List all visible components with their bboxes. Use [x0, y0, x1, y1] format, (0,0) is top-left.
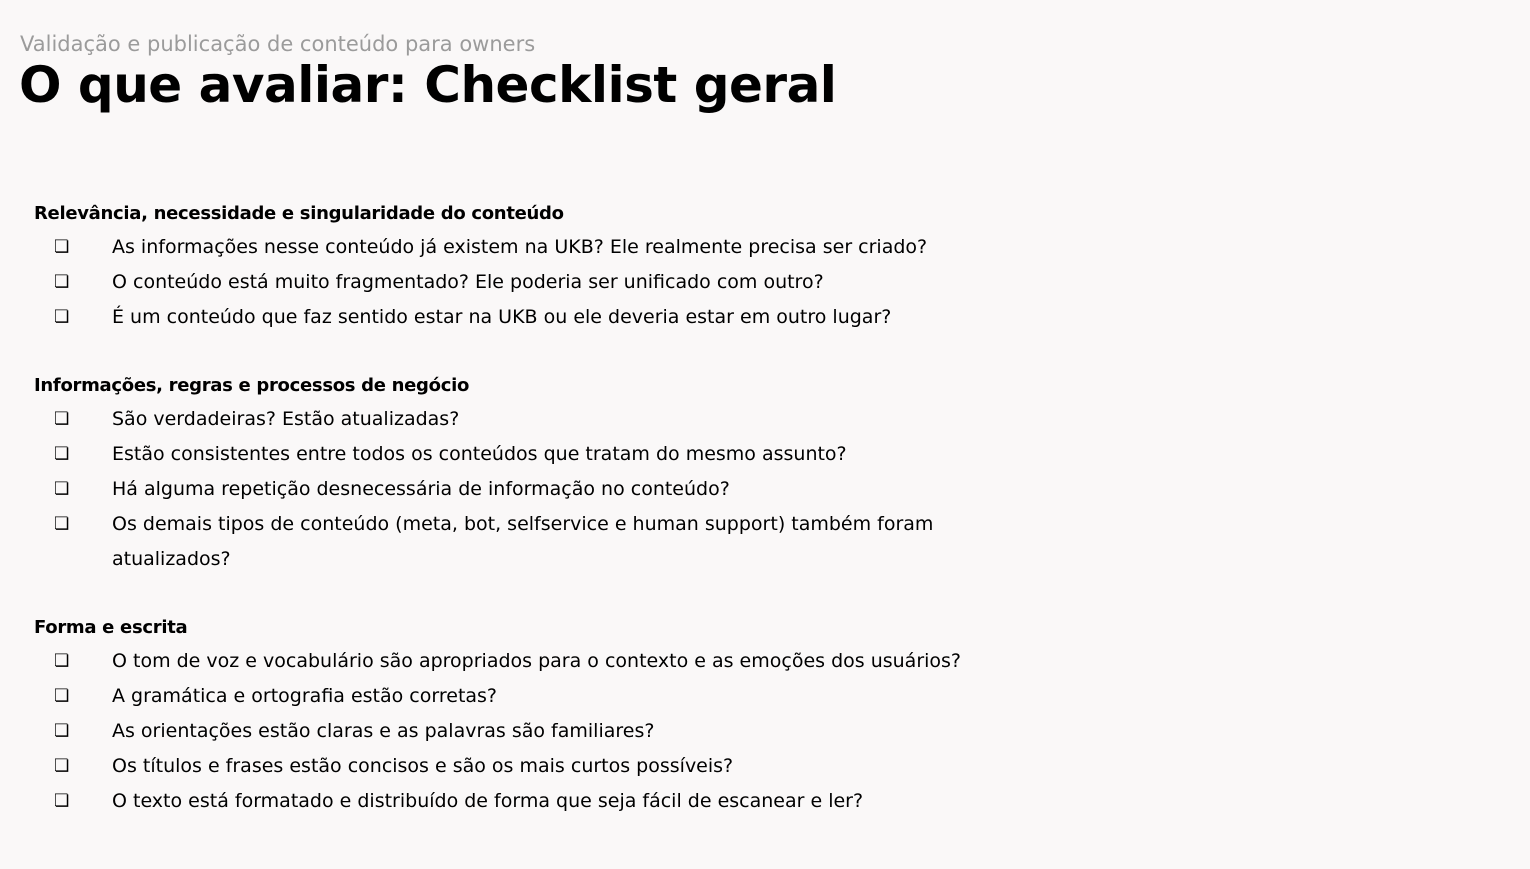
checkbox-icon: ❏ — [54, 479, 70, 499]
checklist-section-business-rules — [34, 370, 1034, 577]
checklist-item — [34, 437, 1034, 472]
section-heading: Relevância, necessidade e singularidade do conteúdo — [34, 203, 564, 224]
checklist-item — [34, 230, 1034, 265]
checklist-item-text: São verdadeiras? Estão atualizadas? — [112, 408, 460, 430]
checkbox-icon: ❏ — [54, 721, 70, 741]
checklist-item — [34, 300, 1034, 335]
checkbox-icon: ❏ — [54, 237, 70, 257]
checklist-item — [34, 714, 1034, 749]
checklist-item — [34, 679, 1034, 714]
checklist-item-text: A gramática e ortografia estão corretas? — [112, 685, 498, 707]
checklist — [34, 198, 1034, 854]
checklist-item-text: É um conteúdo que faz sentido estar na UKB ou ele deveria estar em outro lugar? — [112, 306, 892, 328]
checklist-section-relevance — [34, 198, 1034, 335]
checklist-item-text: As informações nesse conteúdo já existem na UKB? Ele realmente precisa ser criado? — [112, 236, 928, 258]
checkbox-icon: ❏ — [54, 756, 70, 776]
checkbox-icon: ❏ — [54, 307, 70, 327]
section-heading: Informações, regras e processos de negócio — [34, 375, 470, 396]
checklist-item-text: Os demais tipos de conteúdo (meta, bot, selfservice e human support) também foram atualizados? — [112, 513, 934, 570]
checklist-section-writing — [34, 612, 1034, 819]
page-subtitle: Validação e publicação de conteúdo para owners — [20, 32, 536, 56]
checkbox-icon: ❏ — [54, 651, 70, 671]
checklist-item — [34, 784, 1034, 819]
checklist-item — [34, 472, 1034, 507]
checkbox-icon: ❏ — [54, 409, 70, 429]
page-title: O que avaliar: Checklist geral — [19, 56, 837, 114]
checkbox-icon: ❏ — [54, 686, 70, 706]
checklist-item — [34, 402, 1034, 437]
checklist-item-text: Estão consistentes entre todos os conteúdos que tratam do mesmo assunto? — [112, 443, 847, 465]
checklist-item-text: Há alguma repetição desnecessária de informação no conteúdo? — [112, 478, 730, 500]
checklist-item-text: As orientações estão claras e as palavras são familiares? — [112, 720, 655, 742]
checkbox-icon: ❏ — [54, 514, 70, 534]
checklist-item-text: O conteúdo está muito fragmentado? Ele poderia ser unificado com outro? — [112, 271, 824, 293]
checklist-item — [34, 507, 1034, 577]
checklist-item-text: O texto está formatado e distribuído de forma que seja fácil de escanear e ler? — [112, 790, 864, 812]
checklist-item-text: O tom de voz e vocabulário são apropriados para o contexto e as emoções dos usuários? — [112, 650, 962, 672]
checklist-item — [34, 749, 1034, 784]
checkbox-icon: ❏ — [54, 791, 70, 811]
checklist-item — [34, 644, 1034, 679]
checklist-item — [34, 265, 1034, 300]
section-heading: Forma e escrita — [34, 617, 188, 638]
checklist-item-text: Os títulos e frases estão concisos e são os mais curtos possíveis? — [112, 755, 734, 777]
checkbox-icon: ❏ — [54, 444, 70, 464]
checkbox-icon: ❏ — [54, 272, 70, 292]
